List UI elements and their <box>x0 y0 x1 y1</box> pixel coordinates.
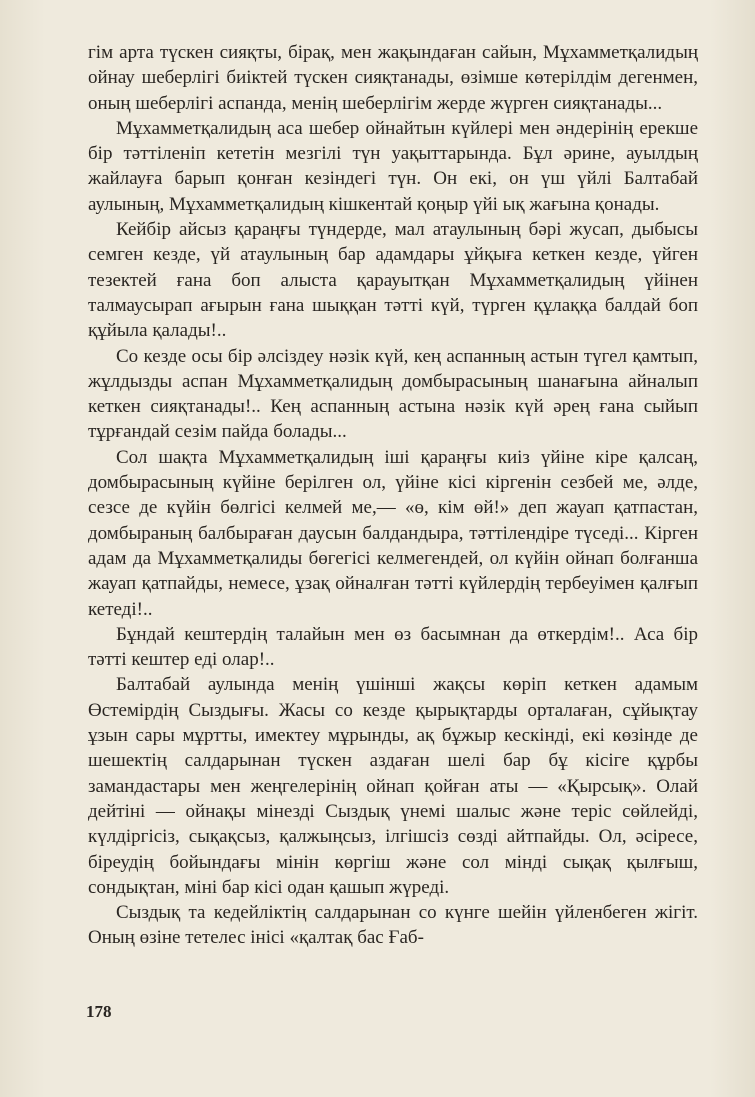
paragraph-3: Кейбір айсыз қараңғы түндерде, мал атаулының бәрі жусап, дыбысы семген кезде, үй атаулының бар адамдары ұйқыға кеткен кезде, үйген тезектей ғана боп алыста қарауытқан Мұхамметқалидың үйінен талмаусырап ағырын ғана шыққан тәтті күй, түрген құлаққа балдай боп құйыла қалады!.. <box>88 219 698 342</box>
paragraph-8: Сыздық та кедейліктің салдарынан со күнге шейін үйленбеген жігіт. Оның өзіне тетелес інісі «қалтақ бас Ғаб- <box>88 902 698 949</box>
page-number: 178 <box>86 1002 112 1021</box>
paragraph-4: Со кезде осы бір әлсіздеу нәзік күй, кең аспанның астын түгел қамтып, жұлдызды аспан Мұхамметқалидың домбырасының шанағына айналып кеткен сияқтанады!.. Кең аспанның астына нәзік күй әрең ғана сыйып тұрғандай сезім пайда болады... <box>88 345 698 443</box>
body-text <box>88 40 698 951</box>
paragraph-6: Бұндай кештердің талайын мен өз басымнан да өткердім!.. Аса бір тәтті кештер еді олар!.. <box>88 623 698 671</box>
paragraph-1: гім арта түскен сияқты, бірақ, мен жақындаған сайын, Мұхамметқалидың ойнау шеберлігі биіктей түскен сияқтанады, өзімше көтерілдім дегенмен, оның шеберлігі аспанда, менің шеберлігім жерде жүрген сияқтанады... <box>88 42 698 114</box>
paragraph-7: Балтабай аулында менің үшінші жақсы көріп кеткен адамым Өстемірдің Сыздығы. Жасы со кезде қырықтарды орталаған, сұйықтау ұзын сары мұртты, имектеу мұрынды, ақ бұжыр кескінді, екі көзінде де шешектің салдарынан түскен аздаған шелі бар бұ кісіге құрбы замандастары мен жеңгелерінің ойнап қойған аты — «Қырсық». Олай дейтіні — ойнақы мінезді Сыздық үнемі шалыс және теріс сөйлейді, күлдіргісіз, сықақсыз, қалжыңсыз, ілгішсіз сөзді айтпайды. Ол, әсіресе, біреудің бойындағы мінін көргіш және сол мінді сықақ қылғыш, сондықтан, міні бар кісі одан қашып жүреді. <box>88 674 698 898</box>
paragraph-5: Сол шақта Мұхамметқалидың іші қараңғы киіз үйіне кіре қалсаң, домбырасының күйіне берілген ол, үйіне кісі кіргенін сезбей ме, әлде, сезсе де күйін бөлгісі келмей ме,— «ө, кім өй!» деп жауап қатпастан, домбыраның балбыраған даусын балдандыра, тәттілендіре түседі... Кірген адам да Мұхамметқалиды бөгегісі келмегендей, ол күйін ойнап болғанша жауап қатпайды, немесе, ұзақ ойналған тәтті күйлердің тербеуімен қалғып кетеді!.. <box>88 446 698 620</box>
paragraph-2: Мұхамметқалидың аса шебер ойнайтын күйлері мен әндерінің ерекше бір тәттіленіп кететін мезгілі түн уақыттарында. Бұл әрине, ауылдың жайлауға барып қонған кезіндегі түн. Он екі, он үш үйлі Балтабай аулының, Мұхамметқалидың кішкентай қоңыр үйі ық жағына қонады. <box>88 117 698 215</box>
